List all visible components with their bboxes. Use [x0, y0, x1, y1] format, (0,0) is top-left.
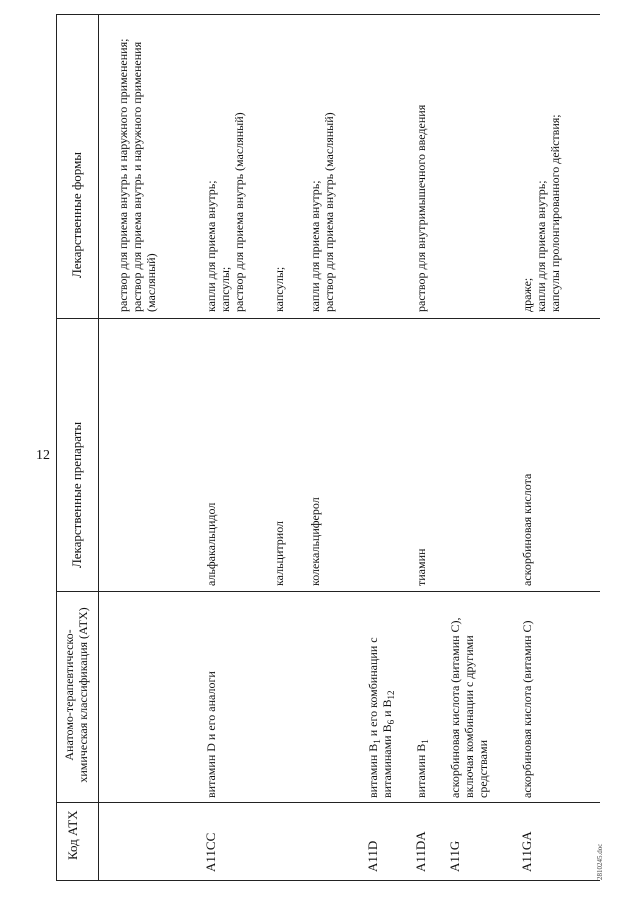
header-divider [98, 14, 99, 880]
dosage-form-line: капли для приема внутрь; [204, 180, 218, 312]
column-divider-3 [56, 318, 600, 319]
dosage-form-line: раствор для приема внутрь и наружного применения (масляный) [130, 41, 158, 312]
dosage-form-line: капсулы; [218, 266, 232, 312]
dosage-form-line: капли для приема внутрь; [308, 180, 322, 312]
page-number: 12 [36, 448, 50, 463]
column-divider-2 [56, 591, 600, 592]
dosage-form-line: раствор для приема внутрь (масляный) [232, 112, 246, 312]
table-border-bottom [56, 880, 600, 881]
dosage-form-line: раствор для приема внутрь (масляный) [322, 112, 336, 312]
dosage-form-line: капсулы пролонгированного действия; [548, 114, 562, 312]
dosage-form-line: капли для приема внутрь; [534, 180, 548, 312]
table-border-left [56, 14, 57, 880]
column-divider-1 [56, 802, 600, 803]
dosage-form-line: раствор для внутримышечного введения [414, 104, 428, 312]
dosage-form-line: капсулы; [272, 266, 286, 312]
dosage-form-line: драже; [520, 277, 534, 312]
dosage-form-line: раствор для приема внутрь и наружного применения; [116, 38, 130, 312]
